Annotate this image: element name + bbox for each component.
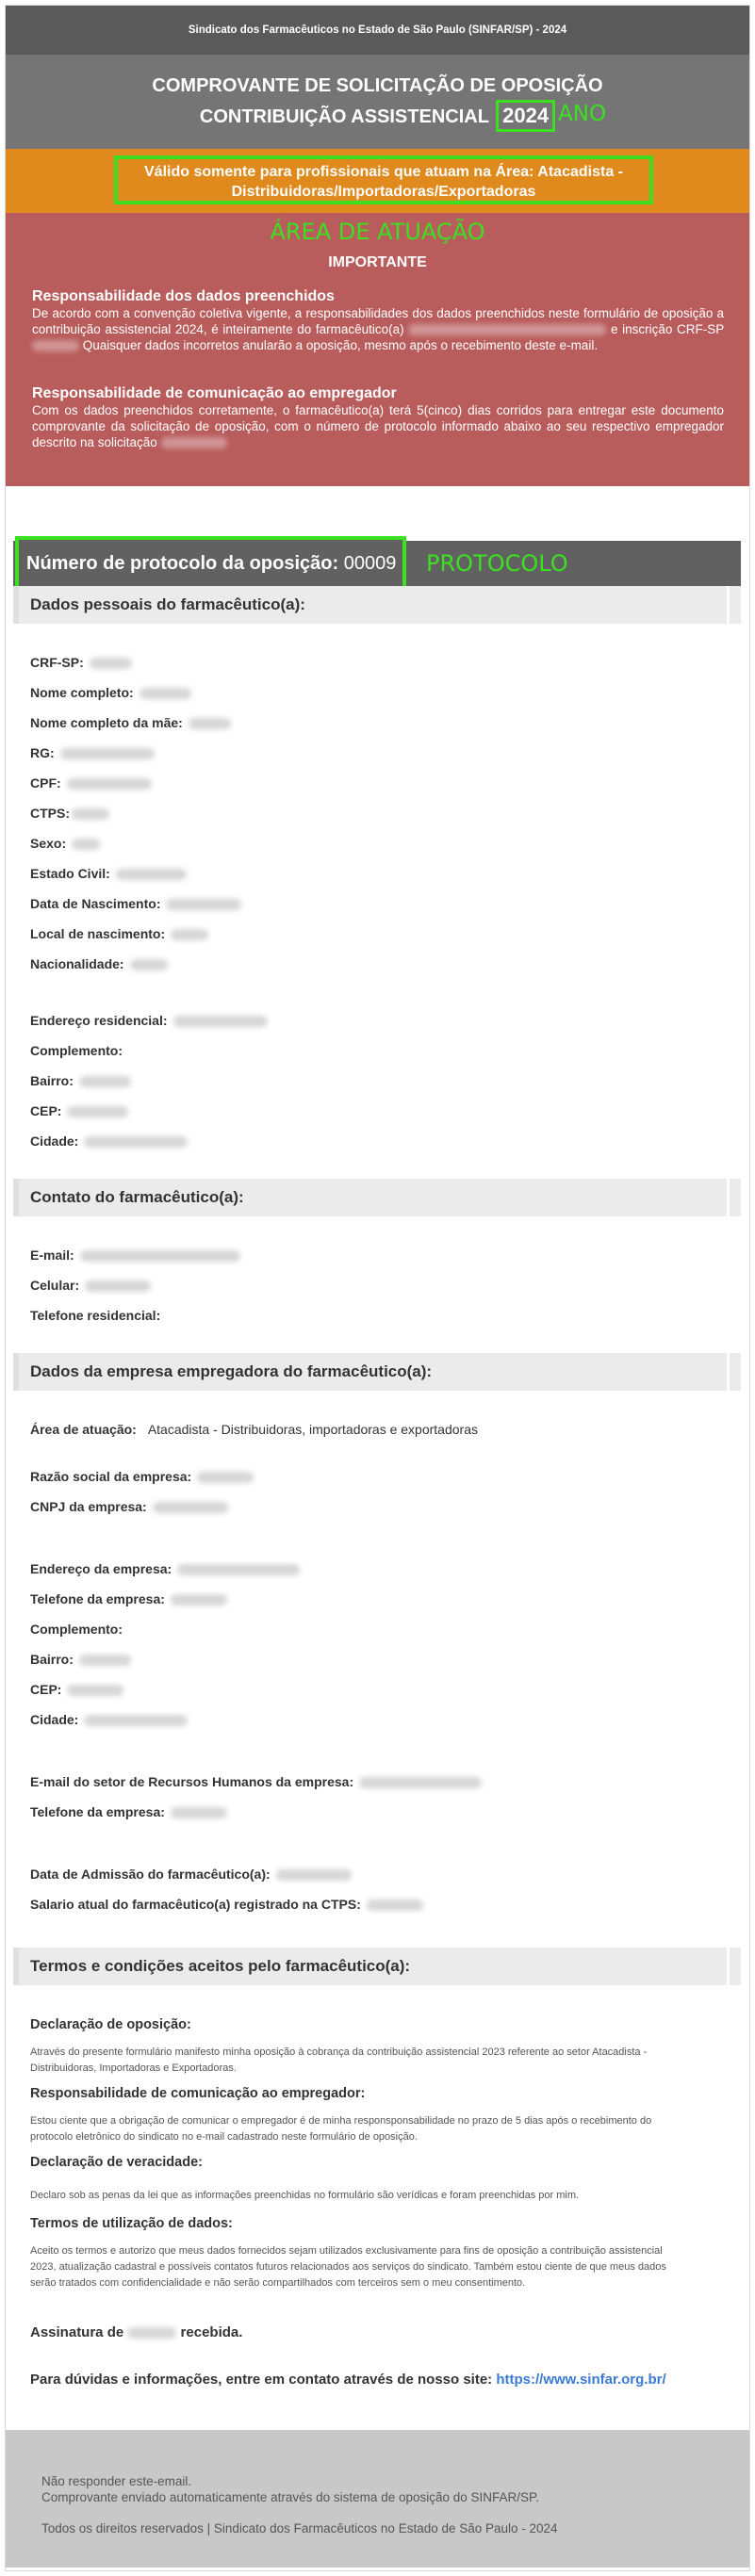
term-veracity-text: Declaro sob as penas da lei que as informações preenchidas no formulário são verídicas e foram preenchidas por mim. — [30, 2190, 580, 2201]
annotation-protocol: PROTOCOLO — [426, 550, 568, 577]
term-veracity-title: Declaração de veracidade: — [30, 2155, 203, 2170]
data-responsibility-title: Responsabilidade dos dados preenchidos — [32, 288, 335, 304]
field-marital-status: Estado Civil: — [30, 866, 187, 881]
work-area-value: Atacadista - Distribuidoras, importadoras e exportadoras — [147, 1422, 478, 1437]
field-company-city: Cidade: — [30, 1712, 188, 1727]
field-company-cnpj: CNPJ da empresa: — [30, 1499, 228, 1514]
footer-auto-sent: Comprovante enviado automaticamente através do sistema de oposição do SINFAR/SP. — [41, 2490, 540, 2504]
field-birth-date: Data de Nascimento: — [30, 896, 241, 911]
field-cpf: CPF: — [30, 775, 152, 791]
term-communication-title: Responsabilidade de comunicação ao empregador: — [30, 2086, 366, 2101]
field-company-complement: Complemento: — [30, 1622, 123, 1637]
field-mobile: Celular: — [30, 1278, 151, 1293]
protocol-number: 00009 — [343, 553, 397, 574]
field-admission-date: Data de Admissão do farmacêutico(a): — [30, 1867, 352, 1882]
personal-data-heading: Dados pessoais do farmacêutico(a): — [13, 586, 741, 624]
document-subtitle — [6, 100, 749, 132]
field-full-name: Nome completo: — [30, 685, 191, 700]
term-opposition-title: Declaração de oposição: — [30, 2017, 191, 2032]
org-header: Sindicato dos Farmacêuticos no Estado de São Paulo (SINFAR/SP) - 2024 — [6, 6, 749, 55]
field-city: Cidade: — [30, 1133, 188, 1149]
term-data-usage-title: Termos de utilização de dados: — [30, 2216, 233, 2231]
signature-line: Assinatura de recebida. — [30, 2324, 243, 2340]
field-mother-name: Nome completo da mãe: — [30, 715, 231, 730]
contact-heading: Contato do farmacêutico(a): — [13, 1179, 741, 1216]
field-company-name: Razão social da empresa: — [30, 1469, 254, 1484]
important-heading: IMPORTANTE — [328, 254, 427, 270]
field-hr-email: E-mail do setor de Recursos Humanos da empresa: — [30, 1774, 482, 1789]
document-title: COMPROVANTE DE SOLICITAÇÃO DE OPOSIÇÃO — [152, 75, 603, 96]
employer-communication-text: Com os dados preenchidos corretamente, o farmacêutico(a) terá 5(cinco) dias corridos para entregar este documento comprovante da solicitação de oposição, com o número de protocolo informado abaixo ao seu respectivo empregador descrito na solicitação — [32, 403, 724, 449]
data-responsibility-text: De acordo com a convenção coletiva vigente, a responsabilidades dos dados preenchidos neste formulário de oposição a contribuição assistencial 2024, é inteiramente do farmacêutico(a) e inscrição CRF-SP Quaisquer dados incorretos anularão a oposição, mesmo após o recebimento deste e-mail. — [32, 306, 724, 352]
subtitle-text: CONTRIBUIÇÃO ASSISTENCIAL — [199, 106, 489, 127]
validity-text: Válido somente para profissionais que atuam na Área: Atacadista - Distribuidoras/Importadoras/Exportadoras — [114, 155, 653, 204]
employer-heading: Dados da empresa empregadora do farmacêutico(a): — [13, 1353, 741, 1391]
field-company-address: Endereço da empresa: — [30, 1561, 300, 1576]
title-band — [6, 55, 749, 149]
term-data-usage-text: Aceito os termos e autorizo que meus dados fornecidos sejam utilizados exclusivamente para fins de oposição a contribuição assistencial 2023, atualização cadastral e possíveis contatos futuros relacionados aos serviços do sindicato. Também estou ciente de que meus dados serão tratados com confidencialidade e não serão compartilhados com terceiros sem o meu consentimento. — [30, 2245, 666, 2289]
field-birth-place: Local de nascimento: — [30, 926, 208, 941]
term-communication-text: Estou ciente que a obrigação de comunicar o empregador é de minha responsponsabilidade no prazo de 5 dias após o recebimento do protocolo eletrônico do sindicato no e-mail cadastrado neste formulário de oposição. — [30, 2115, 652, 2143]
website-link[interactable]: https://www.sinfar.org.br/ — [496, 2372, 666, 2388]
field-company-cep: CEP: — [30, 1682, 123, 1697]
term-opposition-text: Através do presente formulário manifesto minha oposição à cobrança da contribuição assistencial 2023 referente ao setor Atacadista - Distribuidoras, Importadoras e Exportadoras. — [30, 2046, 648, 2074]
field-home-address: Endereço residencial: — [30, 1013, 268, 1028]
annotation-year: ANO — [558, 102, 607, 126]
footer — [6, 2430, 749, 2568]
important-notice — [6, 213, 749, 486]
field-company-neighborhood: Bairro: — [30, 1652, 131, 1667]
protocol-number-box — [15, 536, 406, 591]
redacted-employer — [161, 437, 227, 448]
field-rg: RG: — [30, 745, 155, 760]
field-complement: Complemento: — [30, 1043, 123, 1058]
data-responsibility-block — [32, 288, 724, 353]
field-home-phone: Telefone residencial: — [30, 1308, 161, 1323]
protocol-label: Número de protocolo da oposição: — [26, 553, 339, 574]
field-salary: Salario atual do farmacêutico(a) registrado na CTPS: — [30, 1897, 423, 1912]
field-sex: Sexo: — [30, 836, 100, 851]
redacted-crf — [32, 340, 79, 351]
field-email: E-mail: — [30, 1247, 240, 1263]
annotation-area: ÁREA DE ATUAÇÃO — [270, 219, 485, 245]
field-cep: CEP: — [30, 1103, 128, 1118]
field-ctps: CTPS: — [30, 806, 109, 821]
field-work-area: Área de atuação: Atacadista - Distribuidoras, importadoras e exportadoras — [30, 1422, 478, 1437]
terms-heading: Termos e condições aceitos pelo farmacêutico(a): — [13, 1948, 741, 1985]
footer-no-reply: Não responder este-email. — [41, 2474, 192, 2488]
contact-line: Para dúvidas e informações, entre em contato através de nosso site: https://www.sinfar.org.br/ — [30, 2372, 666, 2388]
field-company-phone: Telefone da empresa: — [30, 1591, 227, 1606]
field-hr-phone: Telefone da empresa: — [30, 1804, 227, 1819]
email-document — [5, 5, 750, 2571]
employer-communication-block — [32, 385, 724, 450]
redacted-name — [408, 324, 606, 335]
year-highlight: 2024 — [496, 100, 555, 132]
field-nationality: Nacionalidade: — [30, 956, 168, 971]
validity-banner — [6, 149, 749, 213]
field-crf: CRF-SP: — [30, 655, 132, 670]
field-neighborhood: Bairro: — [30, 1073, 131, 1088]
footer-copyright: Todos os direitos reservados | Sindicato dos Farmacêuticos no Estado de São Paulo - 2024 — [41, 2521, 558, 2535]
employer-communication-title: Responsabilidade de comunicação ao empregador — [32, 385, 397, 401]
